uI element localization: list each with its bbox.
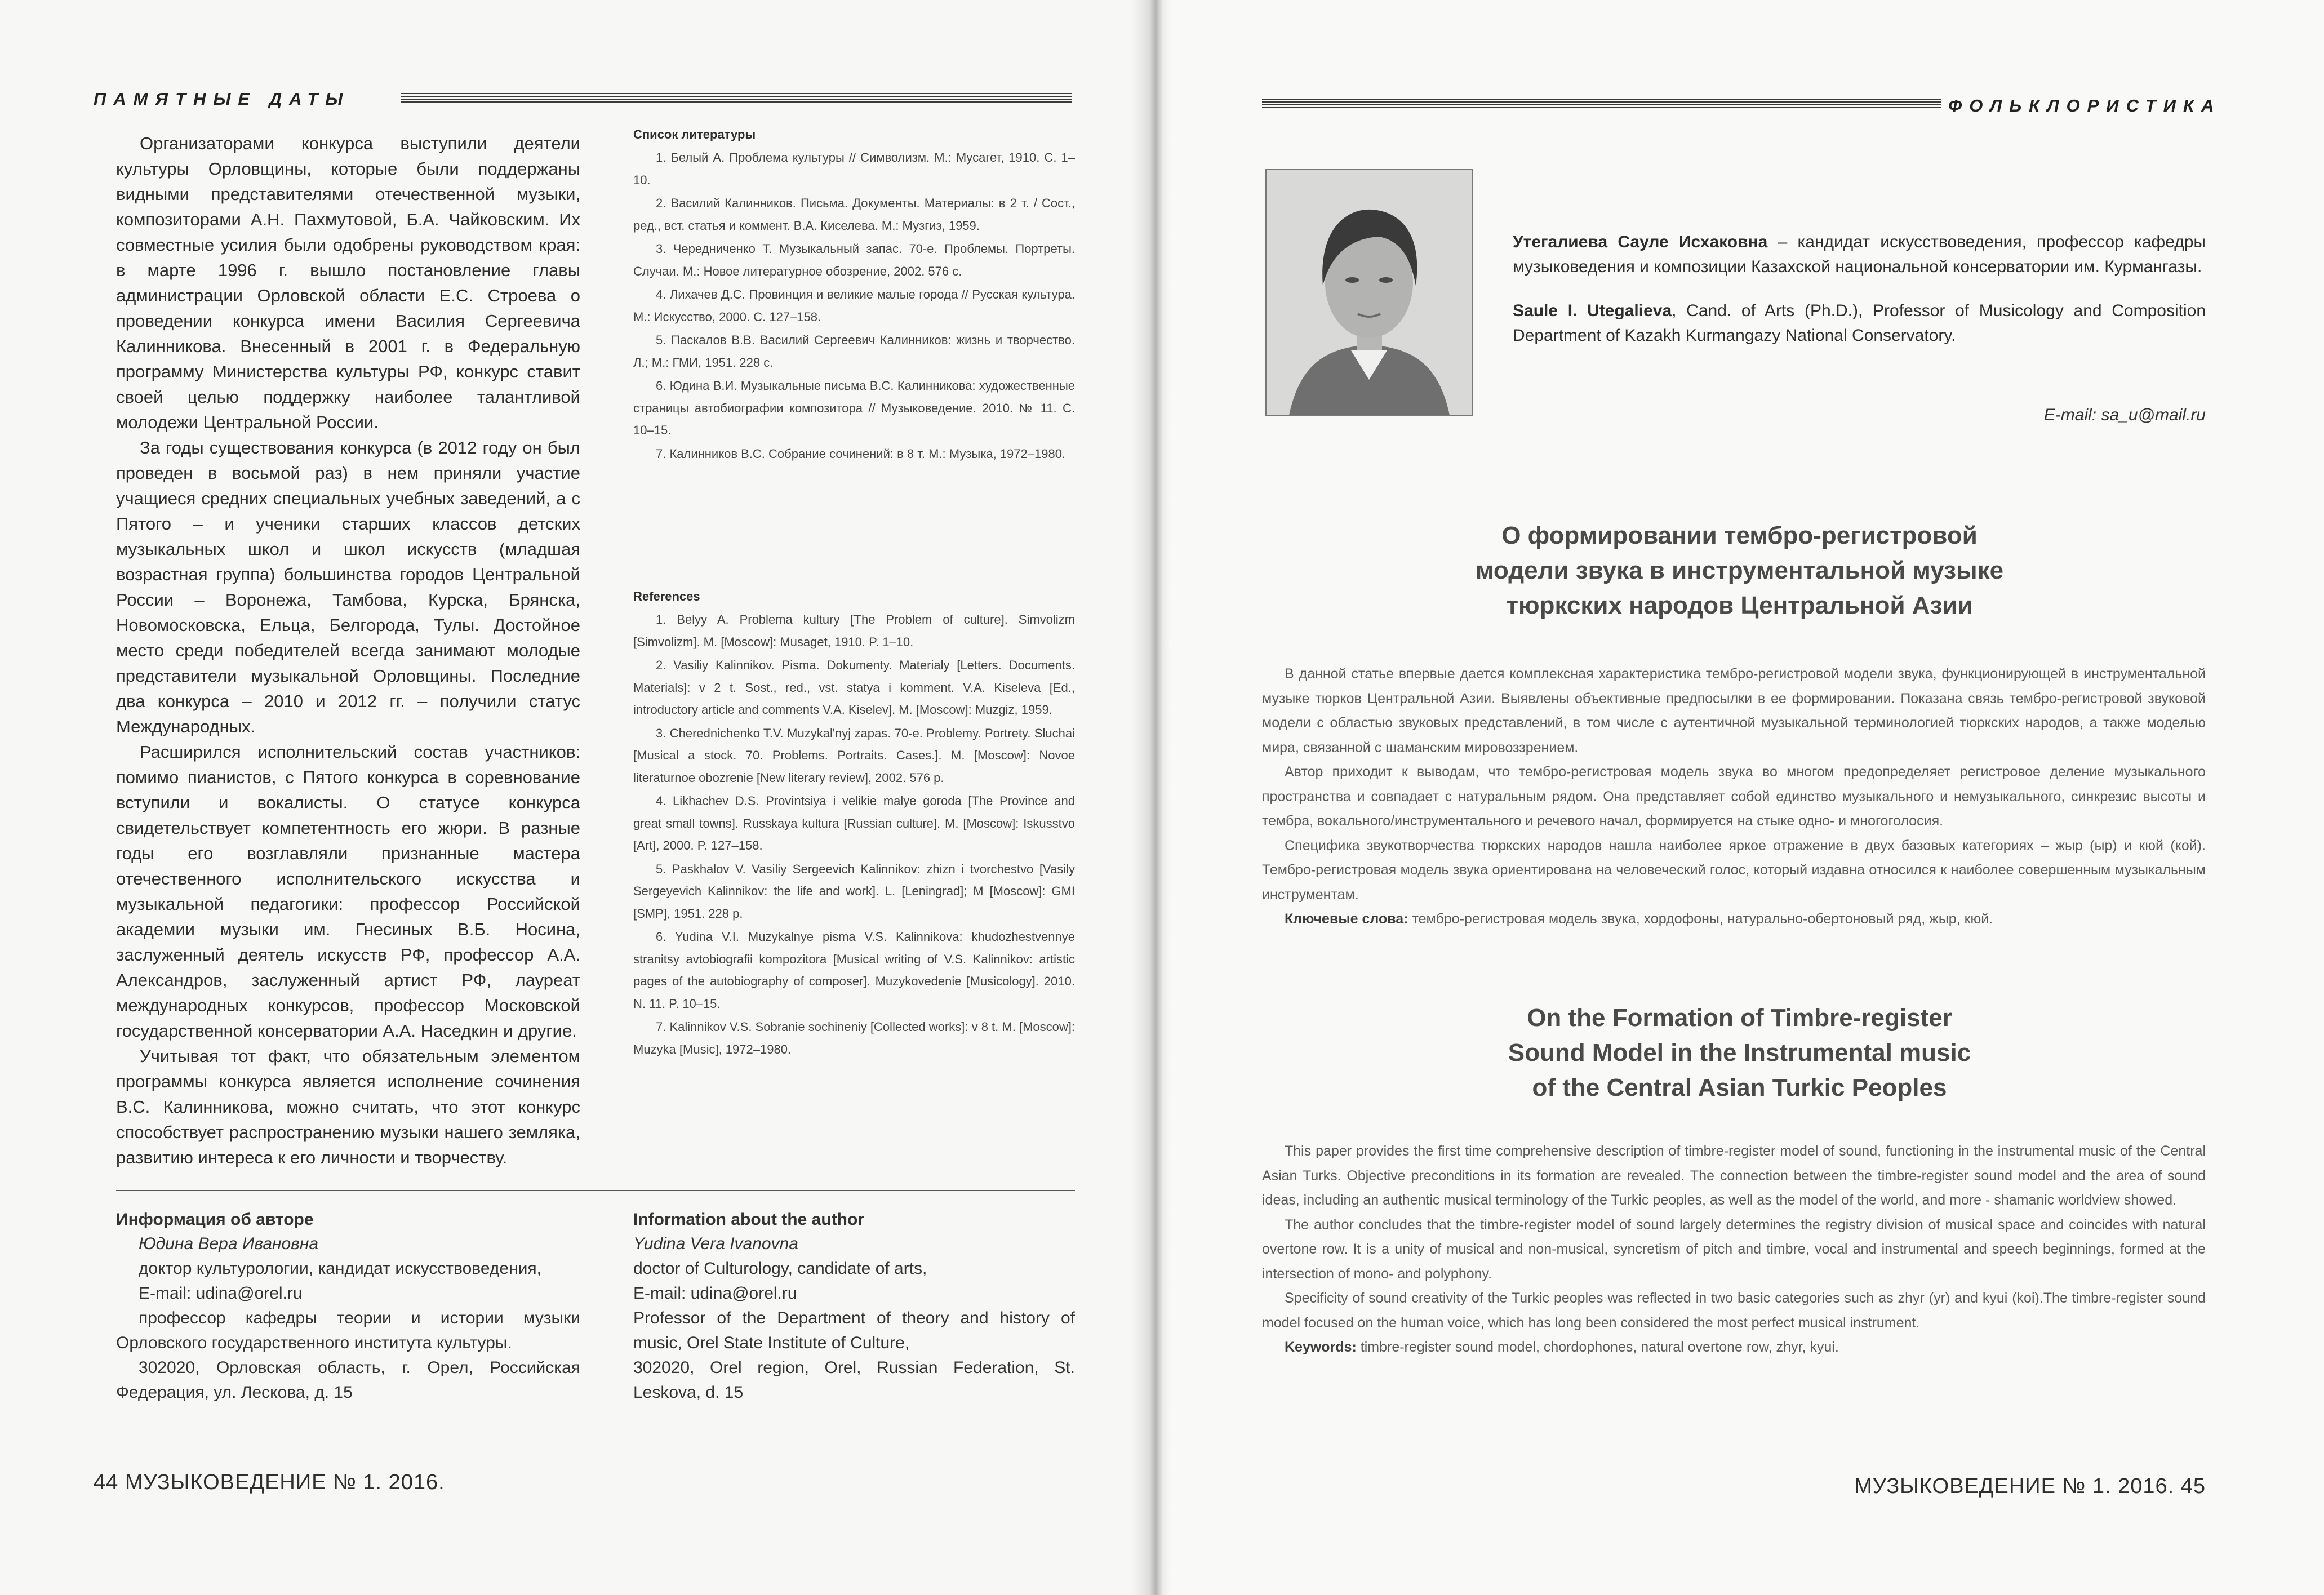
abstract-paragraph: Specificity of sound creativity of the Turkic peoples was reflected in two basic categories such as zhyr (yr) and kyui (koi).The timbre-register sound model focused on the human voice, which has long been considered the most perfect musical instrument. [1262,1290,2206,1331]
references-ru-title: Список литературы [633,127,756,141]
body-paragraph: Расширился исполнительский состав участников: помимо пианистов, с Пятого конкурса в соревнование вступили и вокалисты. О статусе конкурса свидетельствует компетентность его жюри. В разные годы его возглавляли признанные мастера отечественного исполнительского искусства и музыкальной педагогики: профессор Российской академии музыки им. Гнесиных В.Б. Носина, заслуженный деятель искусств РФ, профессор А.А. Александров, заслуженный артист РФ, лауреат международных конкурсов, профессор Московской государственной консерватории А.А. Наседкин и другие. [116,742,580,1041]
reference-item: 1. Белый А. Проблема культуры // Символизм. М.: Мусагет, 1910. С. 1–10. [633,150,1075,187]
title-line: Sound Model in the Instrumental music [1508,1039,1971,1067]
reference-item: 2. Vasiliy Kalinnikov. Pisma. Dokumenty. Materialy [Letters. Documents. Materials]: v 2 t. Sost., red., vst. statya i komment. V.A. Kiseleva [Ed., introductory article and comments V.A. Kiselev]. M. [Moscow]: Muzgiz, 1959. [633,658,1075,717]
keywords-text: timbre-register sound model, chordophones, natural overtone row, zhyr, kyui. [1356,1339,1839,1355]
keywords-label: Keywords: [1285,1339,1357,1355]
reference-item: 1. Belyy A. Problema kultury [The Problem of culture]. Simvolizm [Simvolizm]. M. [Moscow]: Musaget, 1910. P. 1–10. [633,612,1075,649]
article-title-ru [1234,518,2245,623]
keywords-en [1262,1335,2206,1360]
body-paragraph: Организаторами конкурса выступили деятели культуры Орловщины, которые были поддержаны видными представителями отечественной музыки, композиторами А.Н. Пахмутовой, Б.А. Чайковским. Их совместные усилия были одобрены руководством края: в марте 1996 г. вышло постановление главы администрации Орловской области Е.С. Строева о проведении конкурса имени Василия Сергеевича Калинникова. Внесенный в 2001 г. в Федеральную программу Министерства культуры РФ, конкурс ставит своей целью поддержку наиболее талантливой молодежи Центральной России. [116,134,580,432]
author-address: 302020, Орловская область, г. Орел, Российская Федерация, ул. Лескова, д. 15 [116,1358,580,1402]
author-info-divider [116,1190,1075,1191]
abstract-paragraph: This paper provides the first time comprehensive description of timbre-register model of sound, functioning in the instrumental music of the Central Asian Turks. Objective preconditions in its formation are revealed. The connection between the timbre-register sound model and the area of sound ideas, including an authentic musical terminology of the Turkic peoples, as well as the model of the world, and more - shamanic worldview showed. [1262,1143,2206,1208]
running-head-right: ФОЛЬКЛОРИСТИКА [1948,96,2221,115]
left-page [0,0,1149,1595]
author-info-line: Professor of the Department of theory and history of music, Orel State Institute of Culture, [633,1309,1075,1352]
author-info-heading: Информация об авторе [116,1210,314,1229]
title-line: On the Formation of Timbre-register [1527,1004,1952,1032]
author-photo [1265,169,1473,416]
author-email-right: E-mail: sa_u@mail.ru [2043,406,2206,424]
author-info-en [633,1210,1075,1405]
running-head-left: ПАМЯТНЫЕ ДАТЫ [94,89,350,109]
page-footer-left: 44 МУЗЫКОВЕДЕНИЕ № 1. 2016. [94,1470,445,1494]
title-line: О формировании тембро-регистровой [1501,522,1978,549]
abstract-en [1262,1139,2206,1360]
author-bio-ru-text: – кандидат искусствоведения, профессор кафедры музыковедения и композиции Казахской национальной консерватории им. Курмангазы. [1513,233,2206,276]
references-ru [633,127,1075,466]
abstract-paragraph: Специфика звукотворчества тюркских народов нашла наиболее яркое отражение в двух базовых категориях – жыр (ыр) и кюй (кой). Тембро-регистровая модель звука ориентирована на человеческий голос, который издавна относился к наиболее совершенным музыкальным инструментам. [1262,837,2206,903]
right-page [1149,0,2324,1595]
references-en-title: References [633,589,700,603]
author-info-line: профессор кафедры теории и истории музыки Орловского государственного института культуры. [116,1309,580,1352]
reference-item: 2. Василий Калинников. Письма. Документы. Материалы: в 2 т. / Сост., ред., вст. статья и коммент. В.А. Киселева. М.: Музгиз, 1959. [633,196,1075,233]
author-bio-ru-name: Утегалиева Сауле Исхаковна [1513,233,1768,251]
author-address: 302020, Orel region, Orel, Russian Federation, St. Leskova, d. 15 [633,1358,1075,1402]
binding-gutter [1131,0,1171,1595]
title-line: of the Central Asian Turkic Peoples [1532,1074,1947,1101]
reference-item: 5. Паскалов В.В. Василий Сергеевич Калинников: жизнь и творчество. Л.; М.: ГМИ, 1951. 228 с. [633,333,1075,370]
author-info-line: доктор культурологии, кандидат искусствоведения, [139,1259,541,1278]
abstract-paragraph: В данной статье впервые дается комплексная характеристика тембро-регистровой модели звука, функционирующей в инструментальной музыке тюрков Центральной Азии. Выявлены объективные предпосылки в ее формировании. Показана связь тембро-регистровой звуковой модели с областью звуковых представлений, в том числе с аутентичной музыкальной терминологией тюркских народов, а также моделью мира, связанной с шаманским мировоззрением. [1262,666,2206,756]
reference-item: 4. Likhachev D.S. Provintsiya i velikie malye goroda [The Province and great small towns]. Russkaya kultura [Russian culture]. M. [Moscow]: Iskusstvo [Art], 2000. P. 127–158. [633,794,1075,852]
keywords-ru [1262,907,2206,932]
reference-item: 6. Yudina V.I. Muzykalnye pisma V.S. Kalinnikova: khudozhestvennye stranitsy avtobiografii kompozitora [Musical writing of V.S. Kalinnikov: artistic pages of the autobiography of composer]. Muzykovedenie [Musicology]. 2010. N. 11. P. 10–15. [633,930,1075,1011]
reference-item: 3. Чередниченко Т. Музыкальный запас. 70-е. Проблемы. Портреты. Случаи. М.: Новое литературное обозрение, 2002. 576 с. [633,242,1075,278]
keywords-label: Ключевые слова: [1285,911,1408,927]
author-email: E-mail: udina@orel.ru [633,1284,797,1303]
author-bio-ru [1513,230,2206,279]
reference-item: 7. Kalinnikov V.S. Sobranie sochineniy [Collected works]: v 8 t. M. [Moscow]: Muzyka [Music], 1972–1980. [633,1020,1075,1056]
author-bio-en-text: , Cand. of Arts (Ph.D.), Professor of Musicology and Composition Department of Kazakh Kurmangazy National Conservatory. [1513,301,2206,345]
author-bio [1513,230,2206,367]
header-rule-left [401,93,1072,104]
references-en [633,589,1075,1061]
page-footer-right: МУЗЫКОВЕДЕНИЕ № 1. 2016. 45 [1854,1474,2206,1498]
author-portrait-image [1267,170,1472,415]
author-email: E-mail: udina@orel.ru [139,1284,303,1303]
author-name: Yudina Vera Ivanovna [633,1234,798,1253]
keywords-text: тембро-регистровая модель звука, хордофоны, натурально-обертоновый ряд, жыр, кюй. [1408,911,1993,927]
article-body [116,131,580,1170]
title-line: тюркских народов Центральной Азии [1506,592,1973,619]
body-paragraph: Учитывая тот факт, что обязательным элементом программы конкурса является исполнение сочинения В.С. Калинникова, можно считать, что этот конкурс способствует распространению музыки нашего земляка, развитию интереса к его личности и творчеству. [116,1046,580,1167]
article-title-en [1234,1001,2245,1105]
author-bio-en [1513,299,2206,348]
author-info-ru [116,1210,580,1405]
abstract-ru [1262,662,2206,932]
title-line: модели звука в инструментальной музыке [1475,557,2004,584]
author-info-line: doctor of Culturology, candidate of arts, [633,1259,927,1278]
reference-item: 4. Лихачев Д.С. Провинция и великие малые города // Русская культура. М.: Искусство, 2000. С. 127–158. [633,287,1075,324]
reference-item: 5. Paskhalov V. Vasiliy Sergeevich Kalinnikov: zhizn i tvorchestvo [Vasily Sergeyevich Kalinnikov: the life and work]. L. [Leningrad]; M [Moscow]: GMI [SMP], 1951. 228 p. [633,861,1075,921]
author-info-heading: Information about the author [633,1210,864,1229]
author-bio-en-name: Saule I. Utegalieva [1513,301,1672,320]
reference-item: 6. Юдина В.И. Музыкальные письма В.С. Калинникова: художественные страницы автобиографии композитора // Музыковедение. 2010. № 11. С. 10–15. [633,379,1075,437]
reference-item: 3. Cherednichenko T.V. Muzykal'nyj zapas. 70-e. Problemy. Portrety. Sluchai [Musical a stock. 70. Problems. Portraits. Cases.]. M. [Moscow]: Novoe literaturnoe obozrenie [New literary review], 2002. 576 p. [633,726,1075,785]
body-paragraph: За годы существования конкурса (в 2012 году он был проведен в восьмой раз) в нем приняли участие учащиеся средних специальных учебных заведений, а с Пятого – и ученики старших классов детских музыкальных школ и школ искусств (младшая возрастная группа) большинства городов Центральной России – Воронежа, Тамбова, Курска, Брянска, Новомосковска, Ельца, Белгорода, Тулы. Достойное место среди победителей всегда занимают молодые представители музыкальной Орловщины. Последние два конкурса – 2010 и 2012 гг. – получили статус Международных. [116,438,580,736]
abstract-paragraph: Автор приходит к выводам, что тембро-регистровая модель звука во многом предопределяет регистровое деление музыкального пространства и совпадает с натуральным рядом. Она представляет собой единство музыкального и немузыкального, синкрезис высоты и тембра, вокального/инструментального и речевого начал, формируется на стыке одно- и многоголосия. [1262,764,2206,829]
header-rule-right [1262,99,1941,110]
reference-item: 7. Калинников В.С. Собрание сочинений: в 8 т. М.: Музыка, 1972–1980. [656,446,1066,461]
author-name: Юдина Вера Ивановна [139,1234,319,1253]
abstract-paragraph: The author concludes that the timbre-register model of sound largely determines the registry division of musical space and coincides with natural overtone row. It is a unity of musical and non-musical, syncretism of pitch and timbre, vocal and instrumental and speech beginnings, formed at the intersection of mono- and polyphony. [1262,1216,2206,1282]
